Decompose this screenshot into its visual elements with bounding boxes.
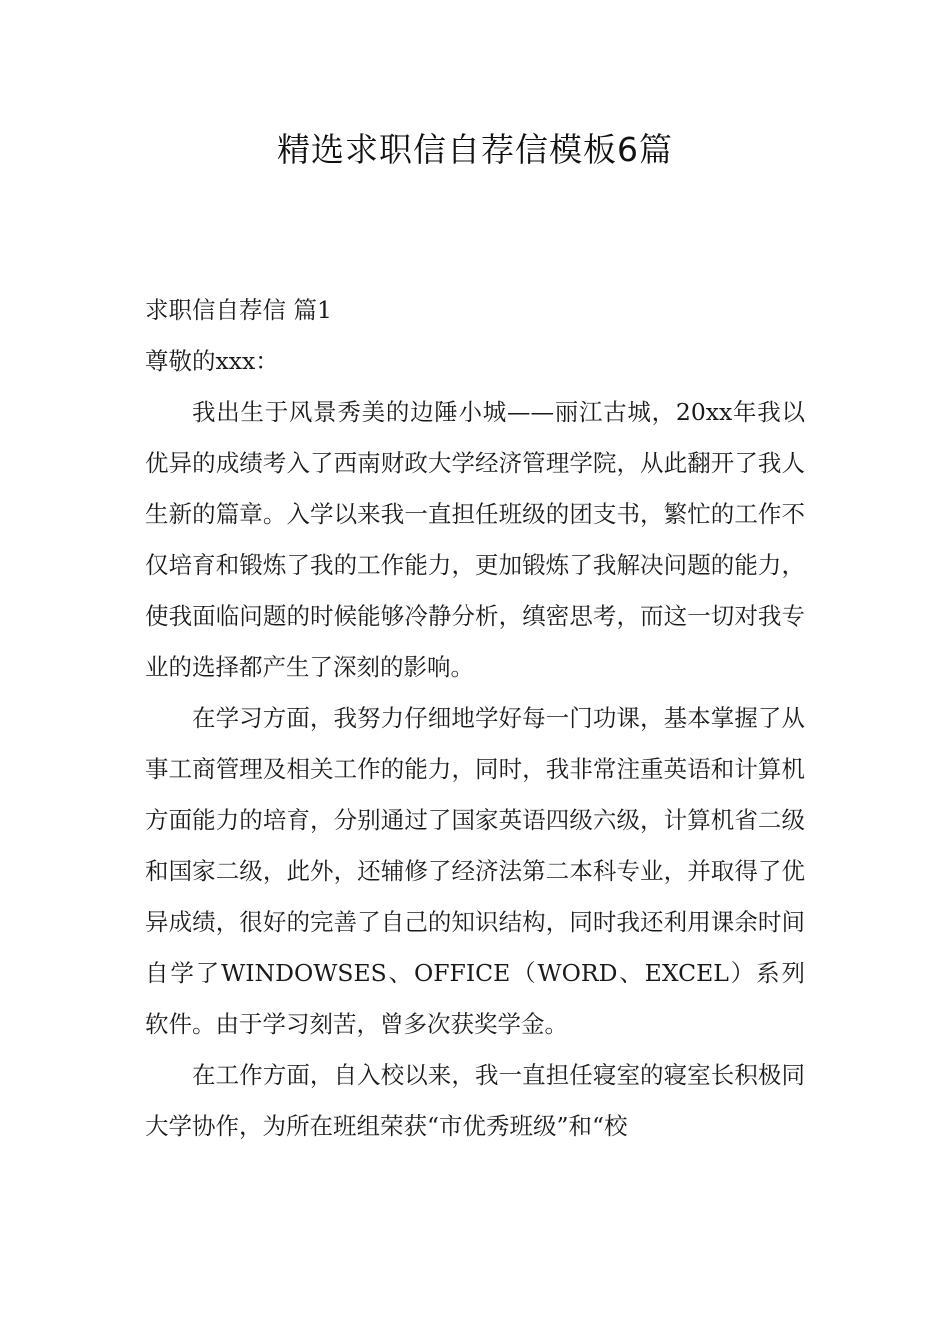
document-title: 精选求职信自荐信模板6篇 <box>277 130 673 169</box>
paragraph-work: 在工作方面，自入校以来，我一直担任寝室的寝室长积极同大学协作，为所在班组荣获“市优秀班级”和“校 <box>145 1061 805 1140</box>
salutation: 尊敬的xxx： <box>145 347 279 375</box>
paragraph-intro: 我出生于风景秀美的边陲小城——丽江古城，20xx年我以优异的成绩考入了西南财政大学经济管理学院，从此翻开了我人生新的篇章。入学以来我一直担任班级的团支书，繁忙的工作不仅培育和锻炼了我的工作能力，更加锻炼了我解决问题的能力，使我面临问题的时候能够冷静分析，缜密思考，而这一切对我专业的选择都产生了深刻的影响。 <box>145 398 805 681</box>
document-body <box>145 285 805 1152</box>
section-heading: 求职信自荐信 篇1 <box>145 296 332 324</box>
paragraph-study: 在学习方面，我努力仔细地学好每一门功课，基本掌握了从事工商管理及相关工作的能力，同时，我非常注重英语和计算机方面能力的培育，分别通过了国家英语四级六级，计算机省二级和国家二级，此外，还辅修了经济法第二本科专业，并取得了优异成绩，很好的完善了自己的知识结构，同时我还利用课余时间自学了WINDOWSES、OFFICE（WORD、EXCEL）系列软件。由于学习刻苦，曾多次获奖学金。 <box>145 704 805 1038</box>
